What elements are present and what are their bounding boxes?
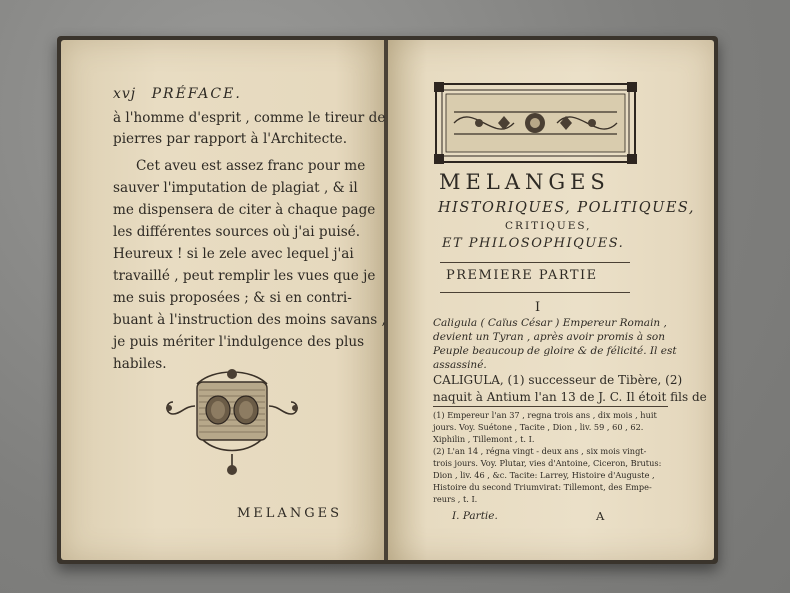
headpiece-ornament-icon (434, 82, 637, 164)
body-line: CALIGULA, (1) successeur de Tibère, (2) (433, 373, 683, 387)
footnote-line: (2) L'an 14 , régna vingt - deux ans , six mois vingt- (433, 446, 647, 456)
left-text-line: sauver l'imputation de plagiat , & il (113, 180, 358, 196)
section-numeral: I (535, 300, 541, 315)
right-page (388, 40, 714, 560)
body-line: naquit à Antium l'an 13 de J. C. Il étoit fils de (433, 390, 707, 404)
left-text-line: je puis mériter l'indulgence des plus (113, 334, 365, 350)
book-subtitle-3: ET PHILOSOPHIQUES. (442, 236, 625, 251)
summary-line: Peuple beaucoup de gloire & de félicité. Il est (433, 345, 677, 357)
signature-part: I. Partie. (452, 510, 498, 522)
left-text-line: pierres par rapport à l'Architecte. (113, 131, 348, 147)
summary-line: Caligula ( Caïus César ) Empereur Romain , (433, 317, 667, 329)
left-text-line: Heureux ! si le zele avec lequel j'ai (113, 246, 354, 262)
footnote-line: (1) Empereur l'an 37 , regna trois ans , dix mois , huit (433, 410, 657, 420)
part-heading: PREMIERE PARTIE (446, 268, 598, 283)
left-text-line: travaillé , peut remplir les vues que je (113, 268, 376, 284)
title-rule (440, 262, 630, 263)
summary-line: assassiné. (433, 359, 487, 371)
footnote-line: trois jours. Voy. Plutar, vies d'Antoine, Ciceron, Brutus: (433, 458, 662, 468)
tailpiece-ornament-icon (163, 362, 301, 480)
open-book (57, 36, 718, 564)
book-title: MELANGES (439, 170, 610, 194)
left-text-line: les différentes sources où j'ai puisé. (113, 224, 361, 240)
left-text-line: me dispensera de citer à chaque page (113, 202, 376, 218)
left-text-line: à l'homme d'esprit , comme le tireur de (113, 110, 386, 126)
left-text-line: Cet aveu est assez franc pour me (136, 158, 366, 174)
footnote-line: Xiphilin , Tillemont , t. I. (433, 434, 535, 444)
book-subtitle-1: HISTORIQUES, POLITIQUES, (438, 200, 695, 216)
left-page-number: xvj (113, 86, 137, 102)
left-text-line: habiles. (113, 356, 167, 372)
left-text-line: buant à l'instruction des moins savans , (113, 312, 386, 328)
left-running-title: PRÉFACE. (151, 86, 242, 102)
footnote-line: Histoire du second Triumvirat: Tillemont, des Empe- (433, 482, 652, 492)
left-text-line: me suis proposées ; & si en contri- (113, 290, 352, 306)
footnote-line: Dion , liv. 46 , &c. Tacite: Larrey, Histoire d'Auguste , (433, 470, 655, 480)
footnote-line: reurs , t. I. (433, 494, 478, 504)
book-subtitle-2: CRITIQUES, (505, 220, 592, 232)
signature-letter: A (596, 509, 605, 523)
footnote-rule (433, 406, 668, 407)
footnote-line: jours. Voy. Suétone , Tacite , Dion , liv. 59 , 60 , 62. (433, 422, 644, 432)
summary-line: devient un Tyran , après avoir promis à son (433, 331, 665, 343)
part-rule (440, 292, 630, 293)
left-running-head (113, 86, 242, 102)
left-page (61, 40, 384, 560)
left-catchword: MELANGES (237, 506, 342, 521)
